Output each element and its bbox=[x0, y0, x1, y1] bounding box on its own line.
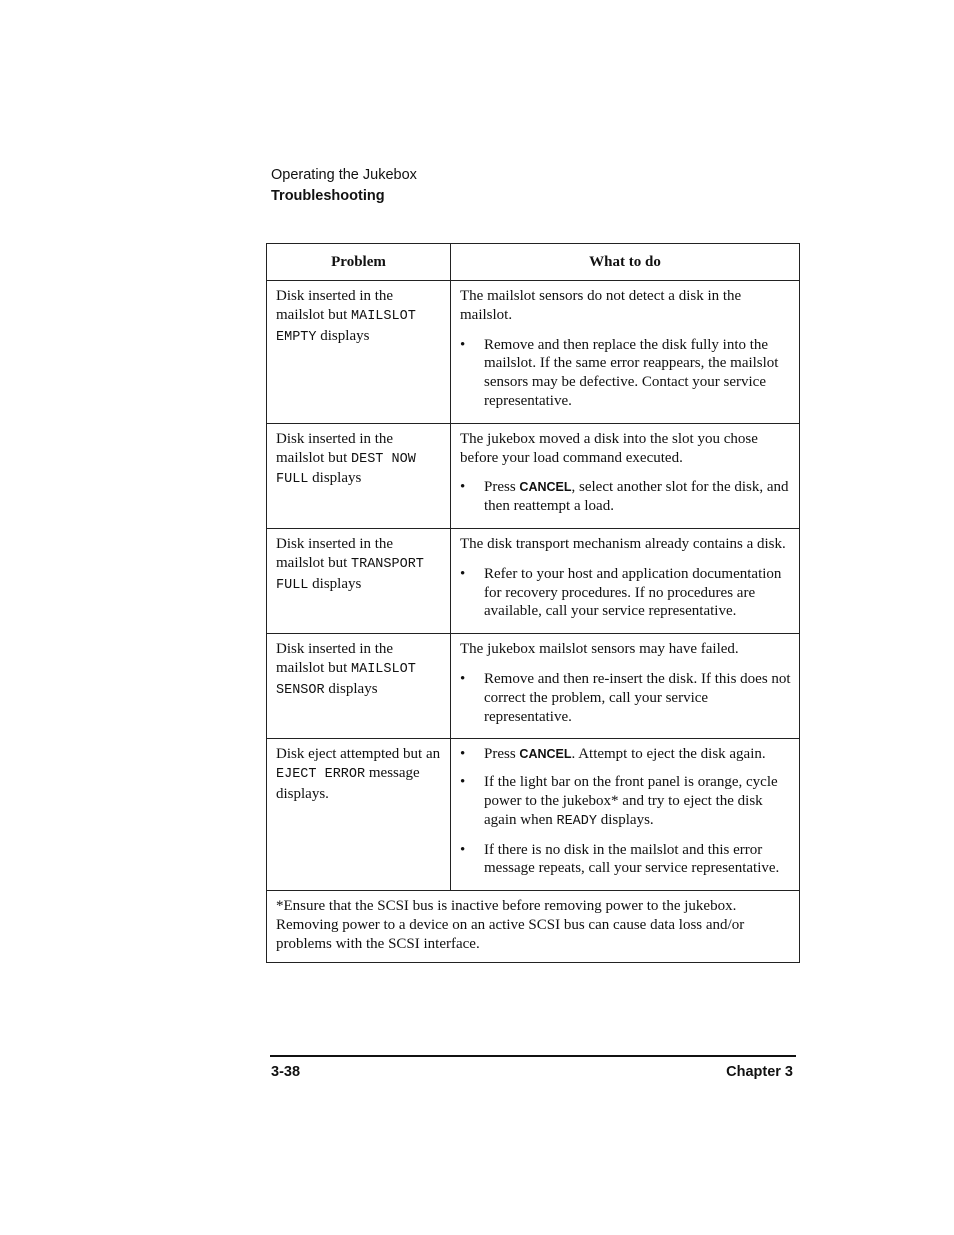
cancel-key-label: CANCEL bbox=[519, 480, 572, 495]
action-text: Press bbox=[484, 746, 516, 763]
column-header-problem: Problem bbox=[267, 244, 451, 281]
problem-text-end: message displays. bbox=[276, 765, 420, 802]
problem-cell bbox=[267, 281, 451, 424]
action-item bbox=[460, 773, 793, 831]
action-item bbox=[460, 745, 793, 764]
status-message-code: MAILSLOT EMPTY bbox=[276, 308, 416, 345]
status-message-code: READY bbox=[556, 813, 597, 829]
cause-text: The jukebox moved a disk into the slot you chose before your load command executed. bbox=[460, 430, 758, 466]
table-row bbox=[267, 634, 800, 739]
problem-text-end: displays bbox=[328, 680, 378, 697]
section-title: Operating the Jukebox bbox=[271, 167, 417, 183]
action-list bbox=[460, 478, 793, 516]
cause-text: The jukebox mailslot sensors may have failed. bbox=[460, 641, 739, 658]
action-text-end: displays. bbox=[600, 811, 654, 828]
status-message-code: DEST NOW FULL bbox=[276, 451, 416, 488]
action-text: If the light bar on the front panel is orange, cycle power to the jukebox* and try to eject the disk again when bbox=[484, 774, 778, 828]
problem-text: Disk inserted in the mailslot but bbox=[276, 288, 394, 323]
problem-text: Disk inserted in the mailslot but bbox=[276, 430, 394, 466]
solution-cell bbox=[451, 281, 800, 424]
chapter-label: Chapter 3 bbox=[726, 1064, 793, 1080]
action-item: • Remove and then re-insert the disk. If this does not correct the problem, call your service representative. bbox=[460, 670, 793, 726]
problem-text-end: displays bbox=[312, 575, 362, 592]
solution-cell bbox=[451, 528, 800, 633]
status-message-code: TRANSPORT FULL bbox=[276, 556, 424, 593]
action-text: Press bbox=[484, 479, 516, 496]
table-row bbox=[267, 739, 800, 891]
action-text-end: . Attempt to eject the disk again. bbox=[571, 746, 766, 763]
problem-cell bbox=[267, 739, 451, 891]
problem-text-end: displays bbox=[312, 470, 362, 487]
problem-cell bbox=[267, 528, 451, 633]
subsection-title: Troubleshooting bbox=[271, 188, 385, 204]
problem-text: Disk inserted in the mailslot but bbox=[276, 641, 394, 676]
cause-text: The disk transport mechanism already contains a disk. bbox=[460, 535, 786, 552]
table-row bbox=[267, 423, 800, 528]
table-row bbox=[267, 528, 800, 633]
problem-text-end: displays bbox=[320, 327, 370, 344]
action-item: • If there is no disk in the mailslot and this error message repeats, call your service representative. bbox=[460, 841, 793, 879]
column-header-what-to-do: What to do bbox=[451, 244, 800, 281]
footer-rule bbox=[270, 1055, 796, 1057]
problem-text: Disk eject attempted but an bbox=[276, 746, 441, 763]
footnote-row bbox=[267, 891, 800, 962]
action-item bbox=[460, 478, 793, 516]
problem-cell bbox=[267, 634, 451, 739]
troubleshooting-table bbox=[266, 243, 800, 963]
problem-cell bbox=[267, 423, 451, 528]
problem-text: Disk inserted in the mailslot but bbox=[276, 535, 394, 571]
table-row bbox=[267, 281, 800, 424]
action-item: • Refer to your host and application documentation for recovery procedures. If no procedures are available, call your service representative. bbox=[460, 565, 793, 621]
running-header bbox=[271, 165, 417, 207]
cancel-key-label: CANCEL bbox=[519, 747, 572, 762]
action-text-end: , select another slot for the disk, and then reattempt a load. bbox=[484, 479, 789, 515]
action-item: • Remove and then replace the disk fully into the mailslot. If the same error reappears, the mailslot sensors may be defective. Contact your service representative. bbox=[460, 336, 793, 411]
solution-cell bbox=[451, 634, 800, 739]
action-list bbox=[460, 565, 793, 621]
solution-cell bbox=[451, 423, 800, 528]
status-message-code: EJECT ERROR bbox=[276, 767, 366, 783]
table-header-row bbox=[267, 244, 800, 281]
action-list bbox=[460, 745, 793, 878]
solution-cell bbox=[451, 739, 800, 891]
cause-text: The mailslot sensors do not detect a disk in the mailslot. bbox=[460, 288, 742, 323]
action-list bbox=[460, 670, 793, 726]
status-message-code: MAILSLOT SENSOR bbox=[276, 661, 416, 698]
action-list bbox=[460, 336, 793, 411]
footnote: *Ensure that the SCSI bus is inactive before removing power to the jukebox. Removing power to a device on an active SCSI bus can cause data loss and/or problems with the SCSI interface. bbox=[267, 891, 800, 962]
page-number: 3-38 bbox=[271, 1064, 301, 1080]
